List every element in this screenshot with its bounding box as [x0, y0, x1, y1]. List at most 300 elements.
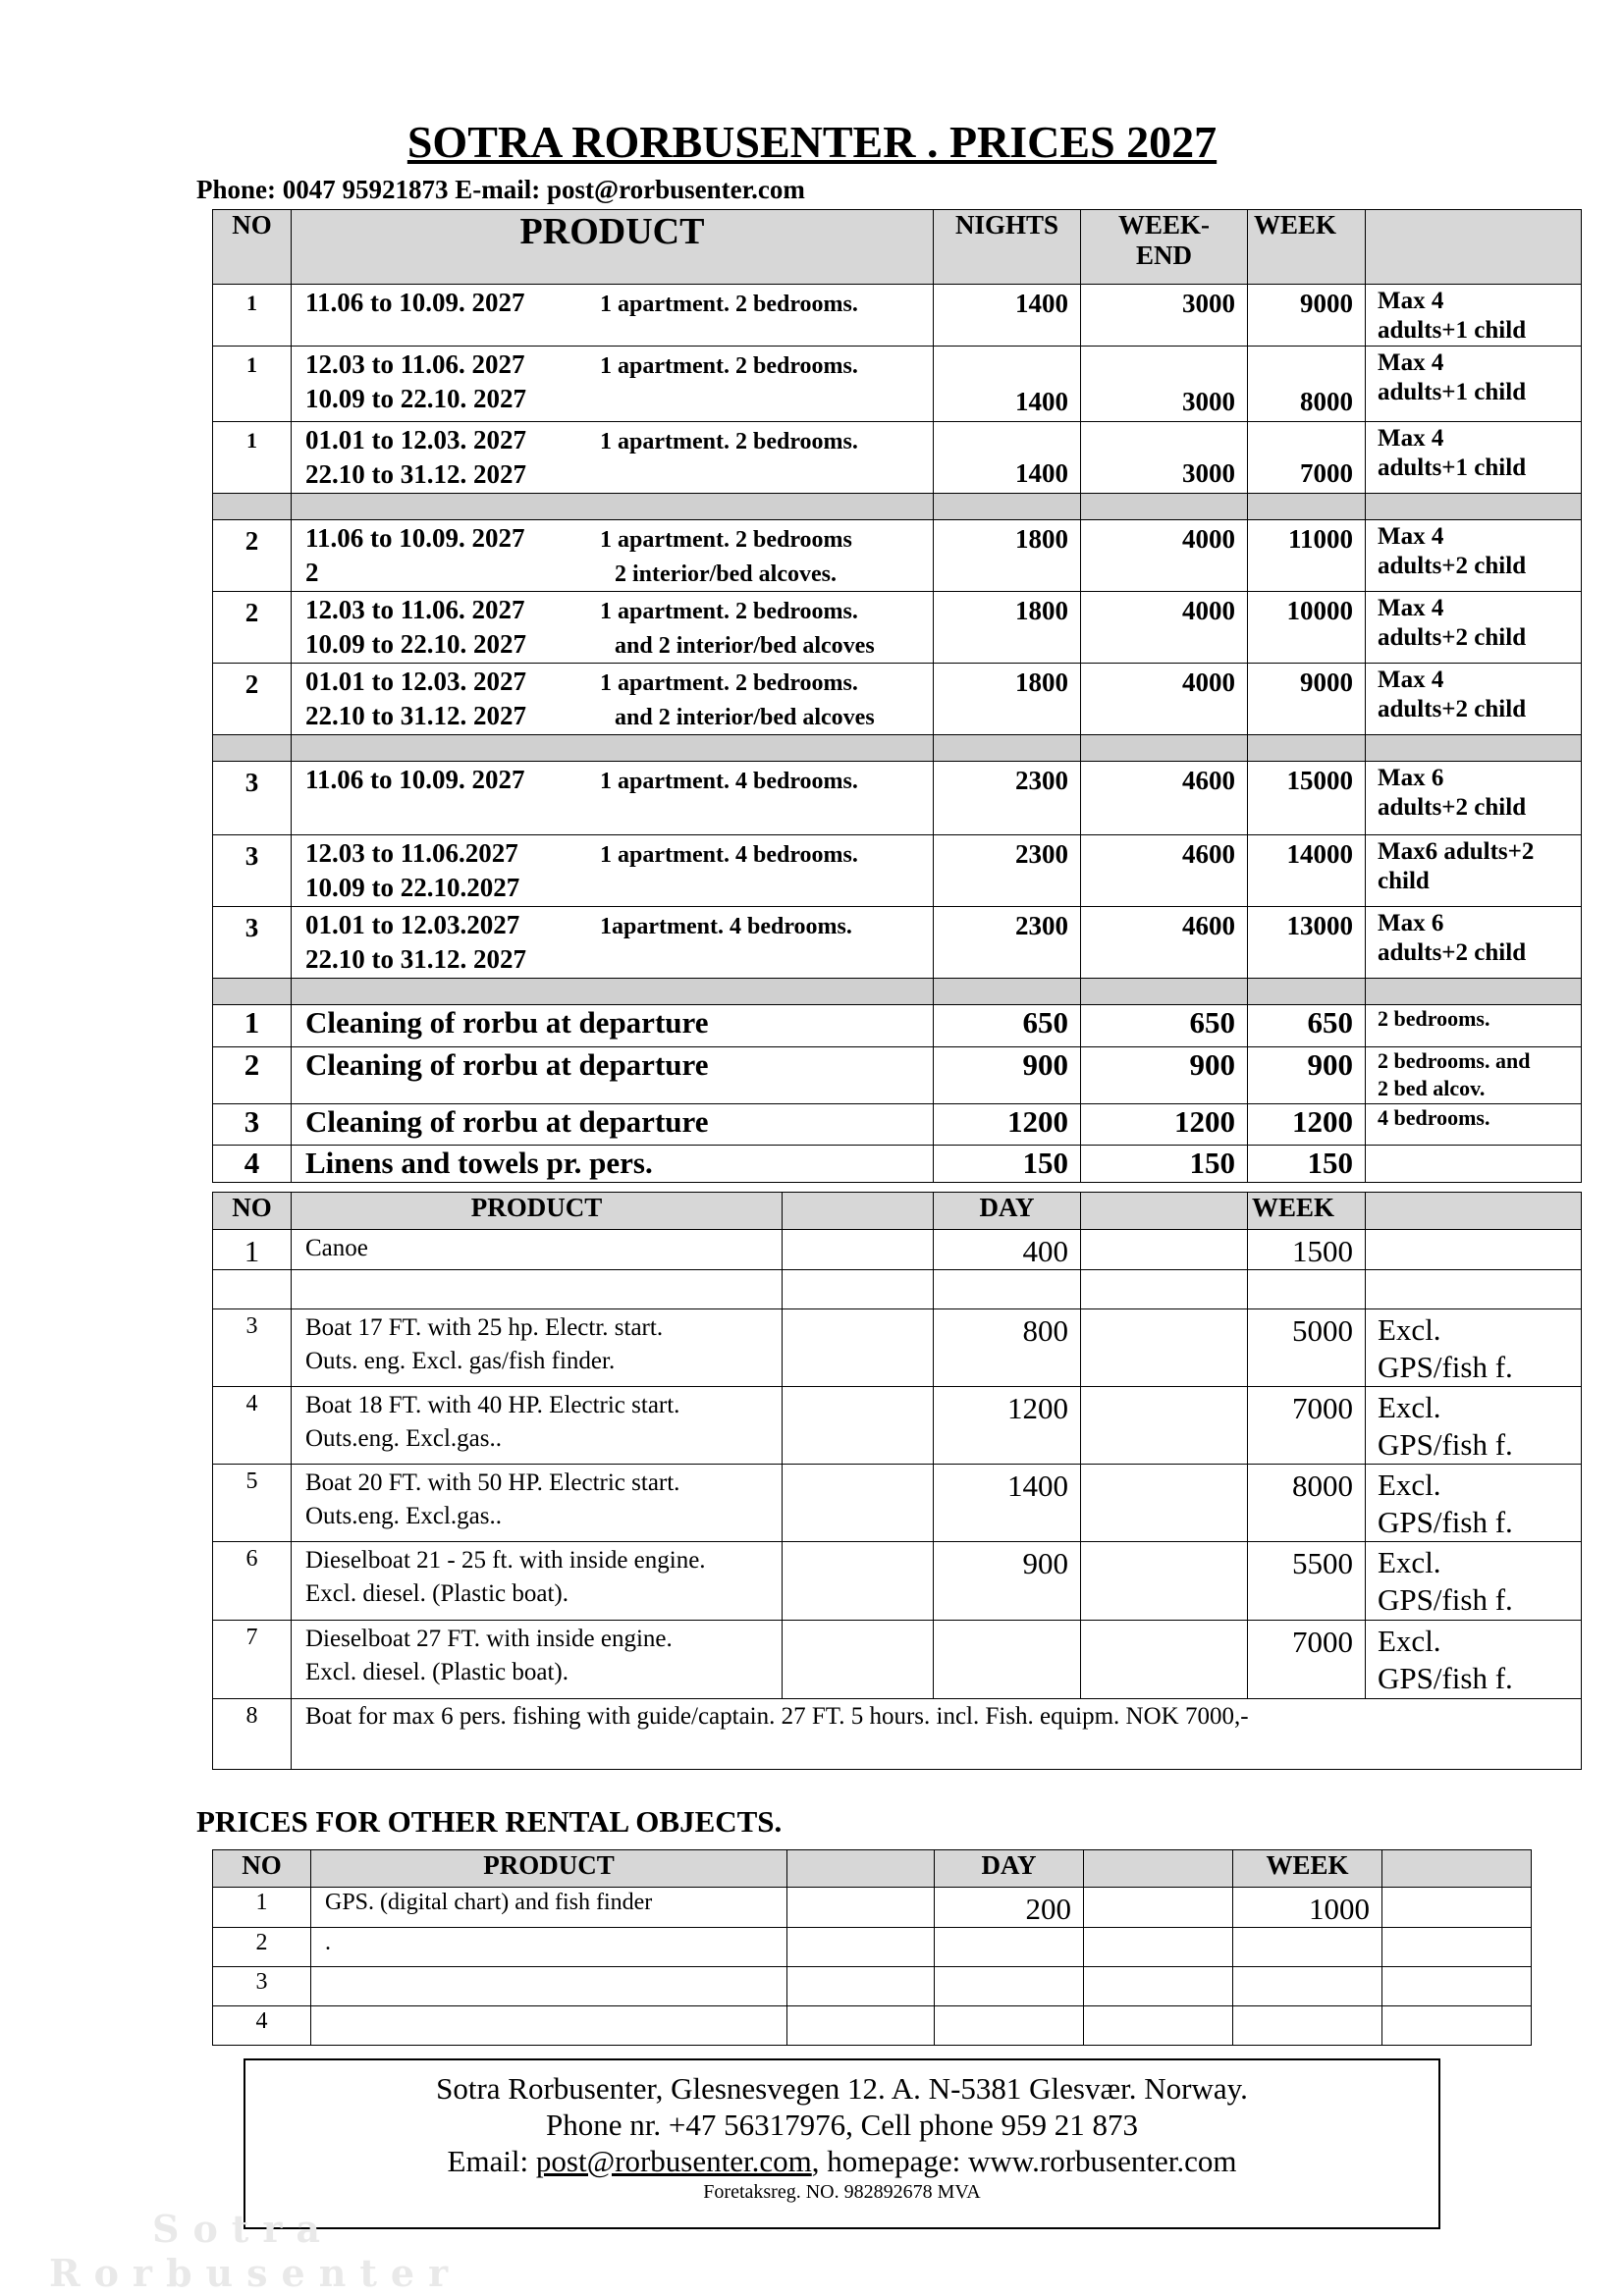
separator-cell [1248, 979, 1366, 1005]
separator-cell [292, 735, 934, 762]
note-line: 4 bedrooms. [1378, 1105, 1490, 1130]
period-dates: 10.09 to 22.10. 2027 [305, 384, 526, 413]
boat-price-table [212, 1192, 1582, 1770]
blank-cell [1382, 2006, 1532, 2046]
note-line: Max 4 [1378, 595, 1444, 621]
footer-phone: Phone nr. +47 56317976, Cell phone 959 21 873 [545, 2108, 1139, 2142]
product-cell [292, 347, 934, 422]
separator-cell [1248, 735, 1366, 762]
desc-line: Canoe [305, 1235, 368, 1261]
row-number: 3 [213, 835, 292, 907]
note-line: 2 bedrooms. and [1378, 1048, 1531, 1073]
blank-cell [1382, 1888, 1532, 1928]
boat-description [292, 1542, 783, 1621]
day-price: 1200 [934, 1387, 1081, 1465]
page-title: SOTRA RORBUSENTER . PRICES 2027 [406, 117, 1218, 167]
occupancy-note [1366, 520, 1582, 592]
occupancy-note [1366, 347, 1582, 422]
service-row [213, 1104, 1582, 1146]
guided-trip-description: Boat for max 6 pers. fishing with guide/captain. 27 FT. 5 hours. incl. Fish. equipm. NOK 7000,- [292, 1699, 1582, 1770]
row-number: 6 [213, 1542, 292, 1621]
service-note [1366, 1005, 1582, 1047]
apartment-desc: 1 apartment. 2 bedrooms. [600, 599, 858, 624]
header-weekend: WEEK- END [1081, 210, 1248, 285]
boat-description [292, 1270, 783, 1309]
apartment-desc: 1apartment. 4 bedrooms. [600, 914, 852, 939]
row-number: 1 [213, 285, 292, 347]
apartment-desc: 1 apartment. 4 bedrooms. [600, 842, 858, 868]
price-row [213, 907, 1582, 979]
separator-cell [1366, 494, 1582, 520]
period-line [305, 837, 933, 874]
desc-line: Outs.eng. Excl.gas.. [305, 1503, 502, 1529]
separator-cell [1248, 494, 1366, 520]
occupancy-note [1366, 285, 1582, 347]
rorbu-price-table [212, 209, 1582, 1183]
price-row [213, 422, 1582, 494]
service-name: Linens and towels pr. pers. [292, 1146, 934, 1183]
row-number: 3 [213, 1967, 311, 2006]
note-line: adults+1 child [1378, 317, 1527, 344]
rental-product [311, 1967, 787, 2006]
product-cell [292, 835, 934, 907]
header-notes [1366, 210, 1582, 285]
homepage-text: , homepage: www.rorbusenter.com [811, 2144, 1237, 2178]
note-line: GPS/fish f. [1378, 1427, 1513, 1462]
price-row [213, 592, 1582, 664]
header-nights: NIGHTS [934, 210, 1081, 285]
period-line-2 [305, 630, 933, 663]
boat-description [292, 1309, 783, 1387]
blank-cell [1084, 1967, 1233, 2006]
desc-line: Excl. diesel. (Plastic boat). [305, 1580, 568, 1607]
separator-cell [934, 735, 1081, 762]
week-price: 1200 [1248, 1104, 1366, 1146]
nights-price: 2300 [934, 907, 1081, 979]
apartment-desc: 1 apartment. 2 bedrooms. [600, 429, 858, 454]
row-number: 1 [213, 1230, 292, 1270]
separator-cell [1081, 494, 1248, 520]
occupancy-note [1366, 592, 1582, 664]
note-line: GPS/fish f. [1378, 1582, 1513, 1617]
boat-description [292, 1387, 783, 1465]
separator-cell [934, 979, 1081, 1005]
price-row [213, 347, 1582, 422]
blank-cell [1081, 1230, 1248, 1270]
row-number: 2 [213, 592, 292, 664]
boat-description [292, 1621, 783, 1699]
day-price: 1400 [934, 1465, 1081, 1542]
separator-cell [292, 979, 934, 1005]
group-separator [213, 979, 1582, 1005]
row-number: 8 [213, 1699, 292, 1770]
rental-row [213, 1967, 1532, 2006]
blank-cell [1081, 1542, 1248, 1621]
boat-note [1366, 1387, 1582, 1465]
header-blank [1084, 1850, 1233, 1888]
period-line-2 [305, 385, 933, 417]
header-product: PRODUCT [311, 1850, 787, 1888]
group-separator [213, 494, 1582, 520]
boat-row [213, 1621, 1582, 1699]
note-line: GPS/fish f. [1378, 1350, 1513, 1384]
header-product: PRODUCT [292, 210, 934, 285]
period-dates: 01.01 to 12.03.2027 [305, 910, 520, 939]
weekend-price: 150 [1081, 1146, 1248, 1183]
note-line: Excl. [1378, 1312, 1441, 1347]
nights-price: 900 [934, 1047, 1081, 1104]
period-dates: 01.01 to 12.03. 2027 [305, 425, 526, 454]
header-no: NO [213, 1850, 311, 1888]
blank-cell [1382, 1928, 1532, 1967]
separator-cell [213, 735, 292, 762]
note-line: Max 4 [1378, 667, 1444, 693]
note-line: 2 bed alcov. [1378, 1076, 1486, 1100]
period-line [305, 764, 933, 800]
note-line: Excl. [1378, 1468, 1441, 1502]
day-price [935, 1928, 1084, 1967]
week-price: 9000 [1248, 285, 1366, 347]
nights-price: 1200 [934, 1104, 1081, 1146]
rental-product: GPS. (digital chart) and fish finder [311, 1888, 787, 1928]
note-line: GPS/fish f. [1378, 1661, 1513, 1695]
apartment-desc: 2 interior/bed alcoves. [615, 561, 837, 587]
day-price: 800 [934, 1309, 1081, 1387]
row-number: 3 [213, 762, 292, 835]
separator-cell [292, 494, 934, 520]
note-line: Max 6 [1378, 910, 1444, 936]
period-dates: 22.10 to 31.12. 2027 [305, 459, 526, 489]
row-number: 2 [213, 520, 292, 592]
week-price: 7000 [1248, 1387, 1366, 1465]
week-price [1248, 1270, 1366, 1309]
nights-price: 1400 [934, 422, 1081, 494]
row-number [213, 1270, 292, 1309]
rental-product: . [311, 1928, 787, 1967]
period-line [305, 348, 933, 385]
weekend-price: 3000 [1081, 422, 1248, 494]
boat-row [213, 1465, 1582, 1542]
week-price: 7000 [1248, 1621, 1366, 1699]
note-line: adults+1 child [1378, 379, 1527, 405]
separator-cell [1081, 735, 1248, 762]
header-blank [787, 1850, 935, 1888]
week-price [1233, 1928, 1382, 1967]
apartment-desc: 1 apartment. 4 bedrooms. [600, 769, 858, 794]
boat-note [1366, 1465, 1582, 1542]
week-price [1233, 1967, 1382, 2006]
guided-trip-row [213, 1699, 1582, 1770]
note-line: Excl. [1378, 1624, 1441, 1658]
note-line: Max 4 [1378, 349, 1444, 376]
row-number: 2 [213, 1047, 292, 1104]
weekend-price: 4600 [1081, 835, 1248, 907]
period-dates: 12.03 to 11.06.2027 [305, 838, 518, 868]
week-price: 900 [1248, 1047, 1366, 1104]
occupancy-note [1366, 762, 1582, 835]
separator-cell [213, 494, 292, 520]
nights-price: 1800 [934, 664, 1081, 735]
week-price: 5500 [1248, 1542, 1366, 1621]
week-price: 11000 [1248, 520, 1366, 592]
product-cell [292, 422, 934, 494]
price-row [213, 835, 1582, 907]
period-dates: 22.10 to 31.12. 2027 [305, 701, 526, 730]
blank-cell [783, 1270, 934, 1309]
footer-address-box [244, 2058, 1440, 2229]
separator-cell [1081, 979, 1248, 1005]
row-number: 5 [213, 1465, 292, 1542]
boat-description [292, 1230, 783, 1270]
separator-cell [934, 494, 1081, 520]
blank-cell [1081, 1387, 1248, 1465]
week-price: 15000 [1248, 762, 1366, 835]
row-number: 3 [213, 1309, 292, 1387]
day-price [935, 1967, 1084, 2006]
weekend-price: 4000 [1081, 520, 1248, 592]
row-number: 4 [213, 2006, 311, 2046]
period-dates: 12.03 to 11.06. 2027 [305, 595, 525, 624]
header-blank [783, 1193, 934, 1230]
blank-cell [1081, 1621, 1248, 1699]
blank-cell [783, 1465, 934, 1542]
week-price: 10000 [1248, 592, 1366, 664]
row-number: 1 [213, 422, 292, 494]
desc-line: Boat 20 FT. with 50 HP. Electric start. [305, 1469, 680, 1496]
note-line: adults+2 child [1378, 794, 1527, 821]
weekend-price: 3000 [1081, 347, 1248, 422]
desc-line: Dieselboat 21 - 25 ft. with inside engine. [305, 1547, 706, 1574]
footer-address: Sotra Rorbusenter, Glesnesvegen 12. A. N-5381 Glesvær. Norway. [436, 2071, 1248, 2106]
weekend-price: 4000 [1081, 664, 1248, 735]
product-cell [292, 592, 934, 664]
rental-row [213, 1888, 1532, 1928]
nights-price: 150 [934, 1146, 1081, 1183]
product-cell [292, 285, 934, 347]
occupancy-note [1366, 835, 1582, 907]
desc-line: Boat 17 FT. with 25 hp. Electr. start. [305, 1314, 664, 1341]
week-price: 5000 [1248, 1309, 1366, 1387]
period-line-2 [305, 559, 933, 591]
period-line-2 [305, 874, 933, 906]
boat-note [1366, 1542, 1582, 1621]
header-week: WEEK [1233, 1850, 1382, 1888]
week-price: 14000 [1248, 835, 1366, 907]
watermark-logo-line2: Rorbusenter [49, 2251, 462, 2295]
boat-row [213, 1542, 1582, 1621]
week-price: 8000 [1248, 347, 1366, 422]
note-line: Max 6 [1378, 765, 1444, 791]
weekend-price: 900 [1081, 1047, 1248, 1104]
nights-price: 650 [934, 1005, 1081, 1047]
email-link[interactable]: post@rorbusenter.com [535, 2144, 812, 2178]
occupancy-note [1366, 907, 1582, 979]
period-dates: 22.10 to 31.12. 2027 [305, 944, 526, 974]
day-price [935, 2006, 1084, 2046]
service-row [213, 1047, 1582, 1104]
blank-cell [783, 1309, 934, 1387]
period-dates: 01.01 to 12.03. 2027 [305, 667, 526, 696]
note-line: 2 bedrooms. [1378, 1006, 1490, 1031]
weekend-price: 1200 [1081, 1104, 1248, 1146]
week-price: 8000 [1248, 1465, 1366, 1542]
row-number: 4 [213, 1387, 292, 1465]
apartment-desc: 1 apartment. 2 bedrooms [600, 527, 852, 553]
period-line [305, 287, 933, 323]
nights-price: 1800 [934, 592, 1081, 664]
note-line: child [1378, 868, 1430, 894]
blank-cell [1081, 1309, 1248, 1387]
header-week: WEEK [1248, 1193, 1366, 1230]
email-label: Email: [447, 2144, 536, 2178]
period-line [305, 522, 933, 559]
day-price: 900 [934, 1542, 1081, 1621]
price-row [213, 664, 1582, 735]
product-cell [292, 664, 934, 735]
period-dates: 11.06 to 10.09. 2027 [305, 288, 525, 317]
row-number: 2 [213, 1928, 311, 1967]
note-line: GPS/fish f. [1378, 1505, 1513, 1539]
boat-note [1366, 1621, 1582, 1699]
blank-cell [783, 1230, 934, 1270]
desc-line: Dieselboat 27 FT. with inside engine. [305, 1626, 673, 1652]
service-note [1366, 1047, 1582, 1104]
service-name: Cleaning of rorbu at departure [292, 1047, 934, 1104]
period-dates: 10.09 to 22.10.2027 [305, 873, 520, 902]
row-number: 4 [213, 1146, 292, 1183]
product-cell [292, 520, 934, 592]
boat-note [1366, 1309, 1582, 1387]
header-no: NO [213, 210, 292, 285]
blank-cell [787, 1888, 935, 1928]
weekend-price: 650 [1081, 1005, 1248, 1047]
nights-price: 1400 [934, 347, 1081, 422]
boat-row [213, 1270, 1582, 1309]
desc-line: Outs.eng. Excl.gas.. [305, 1425, 502, 1452]
row-number: 1 [213, 347, 292, 422]
header-blank [1366, 1193, 1582, 1230]
weekend-price: 4600 [1081, 762, 1248, 835]
header-day: DAY [935, 1850, 1084, 1888]
weekend-price: 3000 [1081, 285, 1248, 347]
desc-line: Outs. eng. Excl. gas/fish finder. [305, 1348, 616, 1374]
service-name: Cleaning of rorbu at departure [292, 1005, 934, 1047]
separator-cell [1366, 979, 1582, 1005]
header-blank [1382, 1850, 1532, 1888]
blank-cell [783, 1387, 934, 1465]
blank-cell [1084, 1888, 1233, 1928]
nights-price: 1800 [934, 520, 1081, 592]
note-line: Excl. [1378, 1545, 1441, 1579]
row-number: 3 [213, 1104, 292, 1146]
apartment-desc: and 2 interior/bed alcoves [615, 705, 875, 730]
week-price: 13000 [1248, 907, 1366, 979]
service-row [213, 1146, 1582, 1183]
apartment-desc: 1 apartment. 2 bedrooms. [600, 670, 858, 696]
period-line-2 [305, 460, 933, 493]
separator-cell [213, 979, 292, 1005]
apartment-desc: 1 apartment. 2 bedrooms. [600, 353, 858, 379]
other-rentals-table [212, 1849, 1532, 2046]
row-number: 1 [213, 1005, 292, 1047]
period-line [305, 666, 933, 702]
period-line [305, 594, 933, 630]
period-dates: 11.06 to 10.09. 2027 [305, 765, 525, 794]
week-price: 1500 [1248, 1230, 1366, 1270]
service-note [1366, 1146, 1582, 1183]
blank-cell [1084, 2006, 1233, 2046]
other-header-row [213, 1850, 1532, 1888]
blank-cell [1084, 1928, 1233, 1967]
note-line: adults+2 child [1378, 939, 1527, 966]
week-price: 9000 [1248, 664, 1366, 735]
other-rentals-title: PRICES FOR OTHER RENTAL OBJECTS. [196, 1804, 783, 1839]
blank-cell [783, 1621, 934, 1699]
product-cell [292, 762, 934, 835]
watermark-logo: Sotra [152, 2207, 334, 2251]
nights-price: 2300 [934, 835, 1081, 907]
blank-cell [787, 1928, 935, 1967]
service-note [1366, 1104, 1582, 1146]
period-dates: 10.09 to 22.10. 2027 [305, 629, 526, 659]
nights-price: 1400 [934, 285, 1081, 347]
day-price: 400 [934, 1230, 1081, 1270]
service-row [213, 1005, 1582, 1047]
price-row [213, 285, 1582, 347]
note-line: Max6 adults+2 [1378, 838, 1535, 865]
rental-row [213, 2006, 1532, 2046]
week-price: 150 [1248, 1146, 1366, 1183]
period-line-2 [305, 945, 933, 978]
group-separator [213, 735, 1582, 762]
weekend-price: 4600 [1081, 907, 1248, 979]
price-row [213, 762, 1582, 835]
week-price [1233, 2006, 1382, 2046]
boat-note [1366, 1270, 1582, 1309]
desc-line: Excl. diesel. (Plastic boat). [305, 1659, 568, 1685]
note-line: Max 4 [1378, 288, 1444, 314]
blank-cell [783, 1542, 934, 1621]
note-line: adults+2 child [1378, 553, 1527, 579]
week-price: 650 [1248, 1005, 1366, 1047]
occupancy-note [1366, 422, 1582, 494]
note-line: adults+1 child [1378, 454, 1527, 481]
blank-cell [1081, 1465, 1248, 1542]
apartment-desc: 1 apartment. 2 bedrooms. [600, 292, 858, 317]
note-line: adults+2 child [1378, 696, 1527, 722]
desc-line: Boat 18 FT. with 40 HP. Electric start. [305, 1392, 680, 1418]
day-price: 200 [935, 1888, 1084, 1928]
week-price: 7000 [1248, 422, 1366, 494]
note-line: Max 4 [1378, 425, 1444, 452]
boat-row [213, 1387, 1582, 1465]
week-price: 1000 [1233, 1888, 1382, 1928]
blank-cell [787, 1967, 935, 2006]
boat-row [213, 1309, 1582, 1387]
rental-product [311, 2006, 787, 2046]
period-line-2 [305, 702, 933, 734]
boat-row [213, 1230, 1582, 1270]
day-price [934, 1270, 1081, 1309]
period-dates: 2 [305, 558, 319, 587]
note-line: adults+2 child [1378, 624, 1527, 651]
blank-cell [787, 2006, 935, 2046]
price-row [213, 520, 1582, 592]
note-line: Excl. [1378, 1390, 1441, 1424]
period-dates: 12.03 to 11.06. 2027 [305, 349, 525, 379]
header-day: DAY [934, 1193, 1081, 1230]
contact-line: Phone: 0047 95921873 E-mail: post@rorbusenter.com [196, 175, 805, 204]
